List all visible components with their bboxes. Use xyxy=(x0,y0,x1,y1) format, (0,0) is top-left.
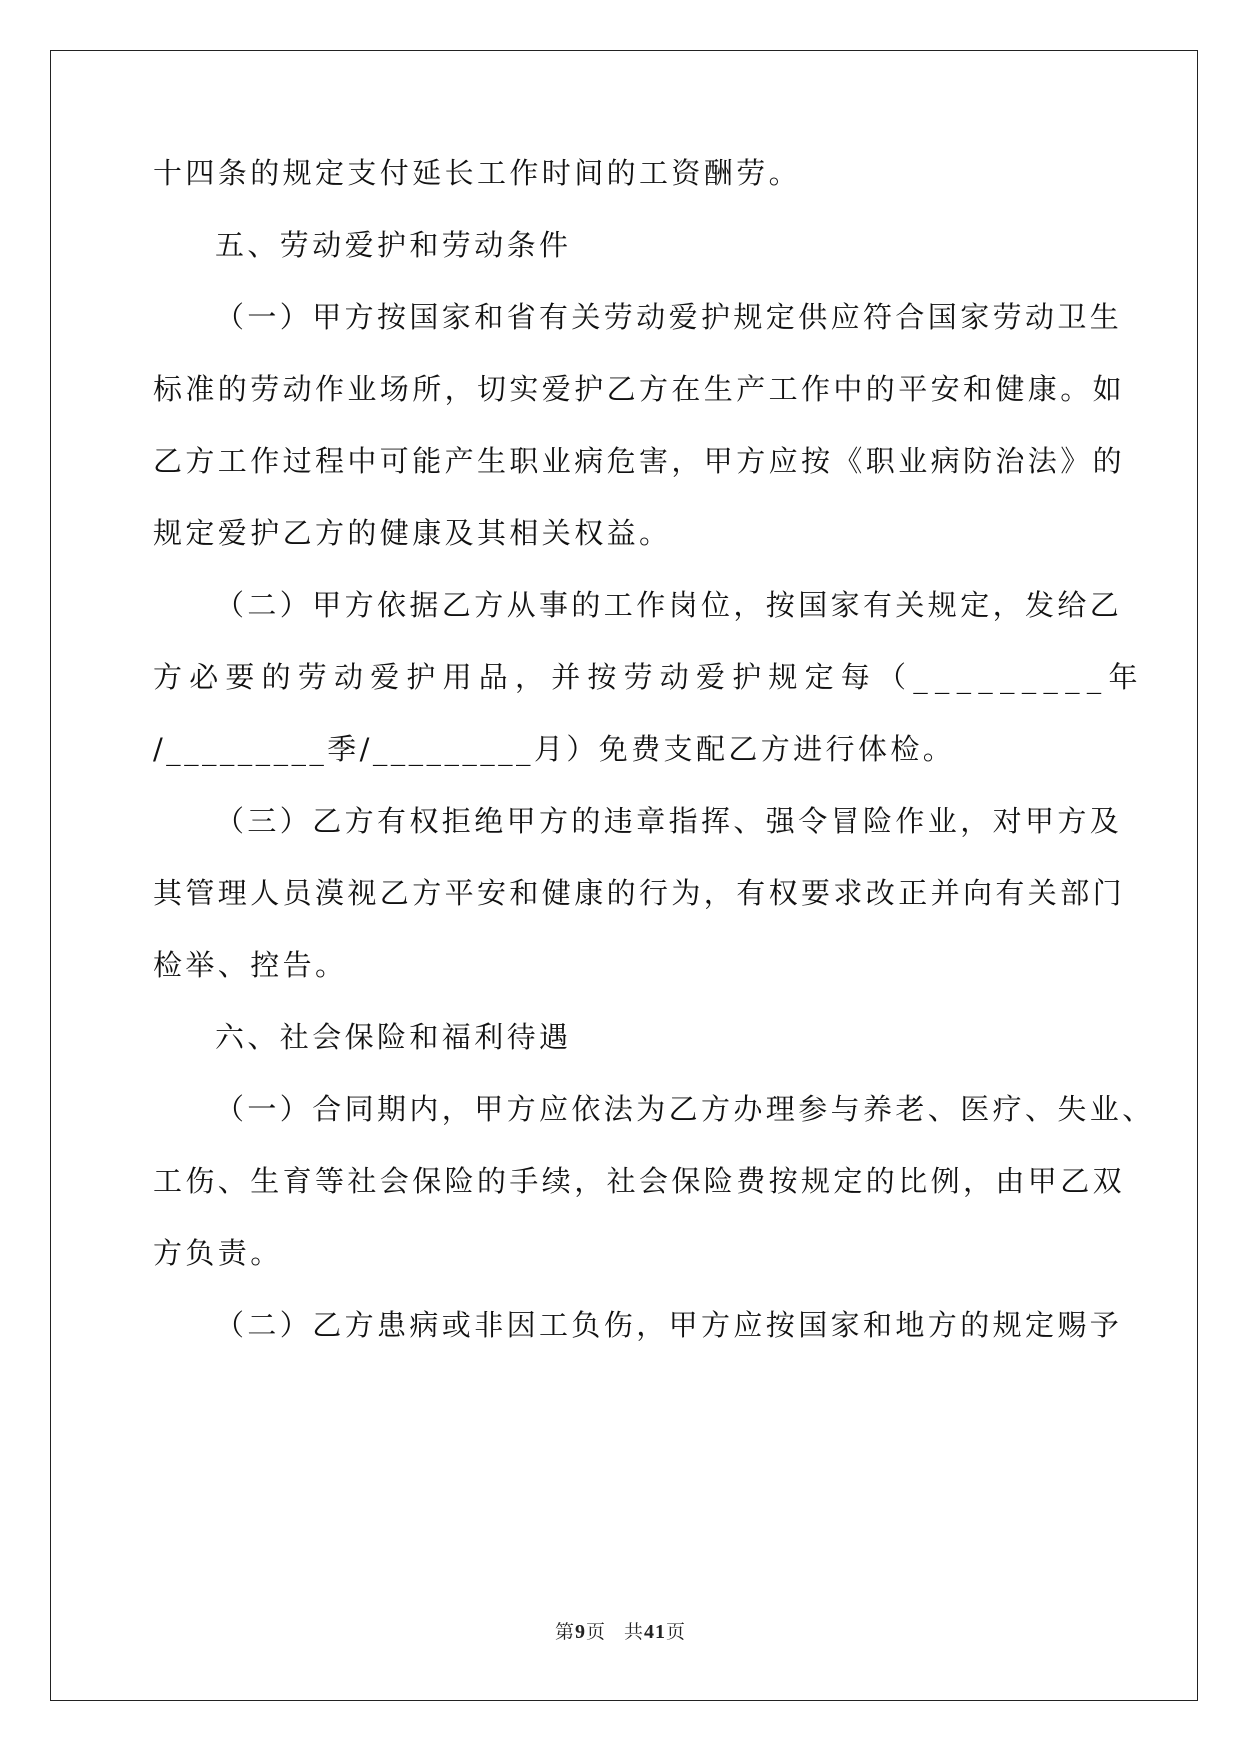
page-suffix: 页 xyxy=(585,1621,606,1643)
page-footer xyxy=(0,1620,1241,1644)
total-prefix: 共 xyxy=(624,1621,645,1643)
text-line: （二）甲方依据乙方从事的工作岗位，按国家有关规定，发给乙 xyxy=(215,588,1123,622)
page-number: 9 xyxy=(574,1621,586,1643)
page-prefix: 第 xyxy=(554,1621,575,1643)
text-line: /_________季/_________月）免费支配乙方进行体检。 xyxy=(153,732,956,766)
text-line: 其管理人员漠视乙方平安和健康的行为，有权要求改正并向有关部门 xyxy=(153,876,1126,910)
text-line: （二）乙方患病或非因工负伤，甲方应按国家和地方的规定赐予 xyxy=(215,1308,1123,1342)
text-line: 方负责。 xyxy=(153,1236,283,1270)
text-line: 十四条的规定支付延长工作时间的工资酬劳。 xyxy=(153,156,802,190)
text-line: 规定爱护乙方的健康及其相关权益。 xyxy=(153,516,672,550)
text-line: （三）乙方有权拒绝甲方的违章指挥、强令冒险作业，对甲方及 xyxy=(215,804,1123,838)
text-line: 乙方工作过程中可能产生职业病危害，甲方应按《职业病防治法》的 xyxy=(153,444,1126,478)
section-heading: 六、社会保险和福利待遇 xyxy=(215,1020,572,1054)
text-line: 工伤、生育等社会保险的手续，社会保险费按规定的比例，由甲乙双 xyxy=(153,1164,1126,1198)
text-line: 方必要的劳动爱护用品，并按劳动爱护规定每（_________年 xyxy=(153,660,1145,694)
text-line: 检举、控告。 xyxy=(153,948,348,982)
text-line: 标准的劳动作业场所，切实爱护乙方在生产工作中的平安和健康。如 xyxy=(153,372,1126,406)
total-suffix: 页 xyxy=(666,1621,687,1643)
text-line: （一）合同期内，甲方应依法为乙方办理参与养老、医疗、失业、 xyxy=(215,1092,1155,1126)
total-pages: 41 xyxy=(644,1621,667,1643)
text-line: （一）甲方按国家和省有关劳动爱护规定供应符合国家劳动卫生 xyxy=(215,300,1123,334)
section-heading: 五、劳动爱护和劳动条件 xyxy=(215,228,572,262)
